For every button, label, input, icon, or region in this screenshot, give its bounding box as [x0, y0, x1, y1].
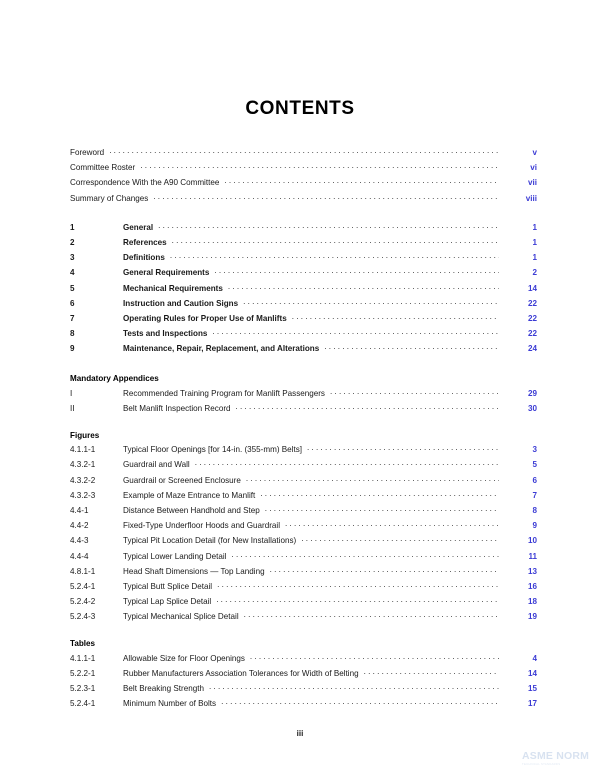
toc-entry-page: 13 — [527, 566, 537, 576]
toc-entry-section[interactable] — [70, 312, 537, 327]
toc-entry-figure[interactable] — [70, 550, 537, 565]
toc-entry-label: Belt Manlift Inspection Record — [123, 403, 231, 413]
toc-entry-page: vi — [530, 163, 537, 173]
toc-entry-label: Tests and Inspections — [123, 329, 208, 339]
toc-entry-figure[interactable] — [70, 565, 537, 580]
toc-entry-page: 22 — [527, 329, 537, 339]
toc-entry-number: 2 — [70, 237, 75, 247]
dot-leader — [292, 312, 499, 321]
toc-entry-label: References — [123, 237, 167, 247]
toc-entry-label: Guardrail and Wall — [123, 460, 190, 470]
toc-entry-label: Minimum Number of Bolts — [123, 699, 217, 709]
toc-entry-label: Summary of Changes — [70, 193, 149, 203]
toc-entry-table[interactable] — [70, 682, 537, 697]
toc-entry-figure[interactable] — [70, 504, 537, 519]
toc-entry-page: 22 — [527, 313, 537, 323]
spacer — [70, 625, 537, 636]
toc-entry-number: 4.4-3 — [70, 536, 89, 546]
asme-norm-watermark — [522, 751, 600, 766]
dot-leader — [265, 504, 499, 513]
toc-entry-label: Correspondence With the A90 Committee — [70, 178, 220, 188]
toc-entry-figure[interactable] — [70, 489, 537, 504]
toc-entry-page: 1 — [532, 253, 537, 263]
toc-entry-page: 5 — [532, 460, 537, 470]
toc-entry-label: Instruction and Caution Signs — [123, 298, 239, 308]
toc-entry-section[interactable] — [70, 342, 537, 357]
dot-leader — [153, 192, 499, 201]
toc-entry-page: 30 — [527, 403, 537, 413]
toc-entry-appendix[interactable] — [70, 387, 537, 402]
dot-leader — [307, 443, 499, 452]
toc-entry-number: 1 — [70, 222, 75, 232]
toc-entry-figure[interactable] — [70, 519, 537, 534]
table-of-contents — [70, 146, 537, 712]
toc-entry-number: 5.2.4-1 — [70, 581, 96, 591]
toc-entry-number: 5.2.4-3 — [70, 612, 96, 622]
toc-entry-section[interactable] — [70, 236, 537, 251]
dot-leader — [209, 682, 499, 691]
dot-leader — [330, 387, 499, 396]
toc-entry-label: Foreword — [70, 148, 105, 157]
toc-entry-number: 5 — [70, 283, 75, 293]
toc-entry-number: 6 — [70, 298, 75, 308]
toc-entry-page: v — [532, 148, 537, 157]
toc-entry-label: Belt Breaking Strength — [123, 684, 204, 693]
toc-entry-label: Typical Floor Openings [for 14-in. (355-mm) Belts] — [123, 445, 303, 455]
toc-entry-number: 5.2.4-2 — [70, 597, 96, 607]
toc-entry-label: Typical Pit Location Detail (for New Installations) — [123, 536, 297, 546]
figures-heading: Figures — [70, 431, 100, 440]
toc-entry-number: 5.2.4-1 — [70, 699, 96, 709]
toc-entry-page: 14 — [527, 668, 537, 678]
toc-entry-page: 9 — [532, 521, 537, 531]
toc-entry-figure[interactable] — [70, 443, 537, 458]
toc-entry-page: 15 — [527, 684, 537, 693]
toc-entry-page: 8 — [532, 505, 537, 515]
dot-leader — [285, 519, 499, 528]
toc-entry-section[interactable] — [70, 221, 537, 236]
toc-entry-label: Typical Mechanical Splice Detail — [123, 612, 239, 622]
page-folio: iii — [296, 729, 304, 738]
toc-entry-label: Distance Between Handhold and Step — [123, 505, 260, 515]
dot-leader — [212, 327, 499, 336]
toc-entry-label: Maintenance, Repair, Replacement, and Alterations — [123, 344, 320, 354]
dot-leader — [250, 652, 499, 661]
toc-entry-page: 1 — [532, 222, 537, 232]
dot-leader — [195, 458, 499, 467]
toc-entry-figure[interactable] — [70, 534, 537, 549]
toc-entry-page: 1 — [532, 237, 537, 247]
toc-entry-label: Fixed-Type Underfloor Hoods and Guardrail — [123, 521, 281, 531]
toc-entry-label: Mechanical Requirements — [123, 283, 223, 293]
dot-leader — [243, 297, 499, 306]
dot-leader — [364, 667, 499, 676]
toc-entry-table[interactable] — [70, 652, 537, 667]
toc-entry-page: 29 — [527, 388, 537, 398]
appendices-group — [70, 371, 537, 417]
toc-entry-label: Rubber Manufacturers Association Tolerances for Width of Belting — [123, 668, 359, 678]
toc-entry-number: 4.3.2-2 — [70, 475, 96, 485]
toc-entry-number: 3 — [70, 253, 75, 263]
sections-group — [70, 221, 537, 358]
toc-entry[interactable] — [70, 161, 537, 176]
toc-entry-number: 4.1.1-1 — [70, 445, 96, 455]
toc-entry-page: 24 — [527, 344, 537, 354]
toc-entry[interactable] — [70, 176, 537, 191]
dot-leader — [216, 595, 499, 604]
toc-entry-page: 18 — [527, 597, 537, 607]
toc-entry-number: 7 — [70, 313, 75, 323]
toc-entry-number: 5.2.3-1 — [70, 684, 96, 693]
toc-entry-number: 4.3.2-1 — [70, 460, 96, 470]
dot-leader — [236, 402, 499, 411]
toc-entry-section[interactable] — [70, 297, 537, 312]
toc-entry-label: Typical Butt Splice Detail — [123, 581, 213, 591]
toc-entry-number: 4.3.2-3 — [70, 490, 96, 500]
toc-entry-section[interactable] — [70, 282, 537, 297]
toc-entry-label: Typical Lap Splice Detail — [123, 597, 212, 607]
toc-entry-section[interactable] — [70, 251, 537, 266]
toc-entry-page: 17 — [527, 699, 537, 709]
toc-entry-page: 3 — [532, 445, 537, 455]
dot-leader — [231, 550, 499, 559]
watermark-subtitle: TECHNICAL STANDARDS — [522, 762, 561, 766]
toc-entry-page: viii — [525, 193, 537, 203]
toc-entry-page: 4 — [532, 653, 537, 663]
toc-entry-number: I — [70, 388, 73, 398]
toc-entry-label: Guardrail or Screened Enclosure — [123, 475, 241, 485]
dot-leader — [246, 474, 499, 483]
toc-entry-number: 4.4-4 — [70, 551, 89, 561]
toc-entry-figure[interactable] — [70, 595, 537, 610]
toc-entry[interactable] — [70, 146, 537, 161]
dot-leader — [172, 236, 499, 245]
toc-entry-number: II — [70, 403, 75, 413]
toc-entry-label: Allowable Size for Floor Openings — [123, 653, 245, 663]
dot-leader — [224, 176, 499, 185]
toc-entry-label: Head Shaft Dimensions — Top Landing — [123, 566, 265, 576]
watermark-title: ASME NORM — [522, 750, 590, 762]
toc-entry-number: 4.4-2 — [70, 521, 89, 531]
toc-entry-page: 6 — [532, 475, 537, 485]
toc-entry-section[interactable] — [70, 266, 537, 281]
toc-entry-page: 22 — [527, 298, 537, 308]
appendices-heading: Mandatory Appendices — [70, 374, 159, 384]
toc-entry-label: Operating Rules for Proper Use of Manlifts — [123, 313, 287, 323]
toc-entry-page: vii — [528, 178, 537, 188]
toc-entry-label: Recommended Training Program for Manlift Passengers — [123, 388, 325, 398]
dot-leader — [217, 580, 499, 589]
dot-leader — [221, 697, 499, 706]
toc-entry-number: 4.4-1 — [70, 505, 89, 515]
front-matter-group — [70, 146, 537, 207]
dot-leader — [324, 342, 499, 351]
toc-entry-figure[interactable] — [70, 610, 537, 625]
toc-entry-table[interactable] — [70, 697, 537, 712]
toc-entry-page: 16 — [527, 581, 537, 591]
toc-entry-page: 19 — [527, 612, 537, 622]
toc-entry-number: 4.1.1-1 — [70, 653, 96, 663]
dot-leader — [158, 221, 499, 230]
toc-entry-figure[interactable] — [70, 580, 537, 595]
dot-leader — [260, 489, 499, 498]
toc-entry-label: Typical Lower Landing Detail — [123, 551, 227, 561]
toc-entry-figure[interactable] — [70, 458, 537, 473]
toc-entry-label: Committee Roster — [70, 163, 136, 173]
toc-entry-page: 10 — [527, 536, 537, 546]
spacer — [70, 357, 537, 371]
toc-entry-number: 5.2.2-1 — [70, 668, 96, 678]
toc-entry-page: 7 — [532, 490, 537, 500]
toc-entry-label: Definitions — [123, 253, 165, 263]
toc-entry-label: Example of Maze Entrance to Manlift — [123, 490, 256, 500]
dot-leader — [214, 266, 499, 275]
toc-entry-number: 8 — [70, 329, 75, 339]
toc-entry-page: 2 — [532, 268, 537, 278]
dot-leader — [244, 610, 499, 619]
figures-group — [70, 428, 537, 625]
toc-entry-label: General Requirements — [123, 268, 210, 278]
toc-entry-number: 4.8.1-1 — [70, 566, 96, 576]
tables-group — [70, 636, 537, 712]
toc-entry-label: General — [123, 222, 154, 232]
toc-entry-figure[interactable] — [70, 474, 537, 489]
spacer — [70, 417, 537, 428]
toc-entry-appendix[interactable] — [70, 402, 537, 417]
dot-leader — [270, 565, 499, 574]
page-title: CONTENTS — [245, 98, 355, 119]
dot-leader — [140, 161, 499, 170]
toc-entry-page: 14 — [527, 283, 537, 293]
toc-entry[interactable] — [70, 192, 537, 207]
dot-leader — [228, 282, 499, 291]
toc-entry-table[interactable] — [70, 667, 537, 682]
toc-entry-page: 11 — [528, 551, 537, 561]
dot-leader — [109, 146, 499, 155]
toc-entry-section[interactable] — [70, 327, 537, 342]
dot-leader — [170, 251, 499, 260]
toc-entry-number: 4 — [70, 268, 75, 278]
spacer — [70, 207, 537, 221]
tables-heading: Tables — [70, 639, 96, 649]
toc-entry-number: 9 — [70, 344, 75, 354]
dot-leader — [301, 534, 499, 543]
